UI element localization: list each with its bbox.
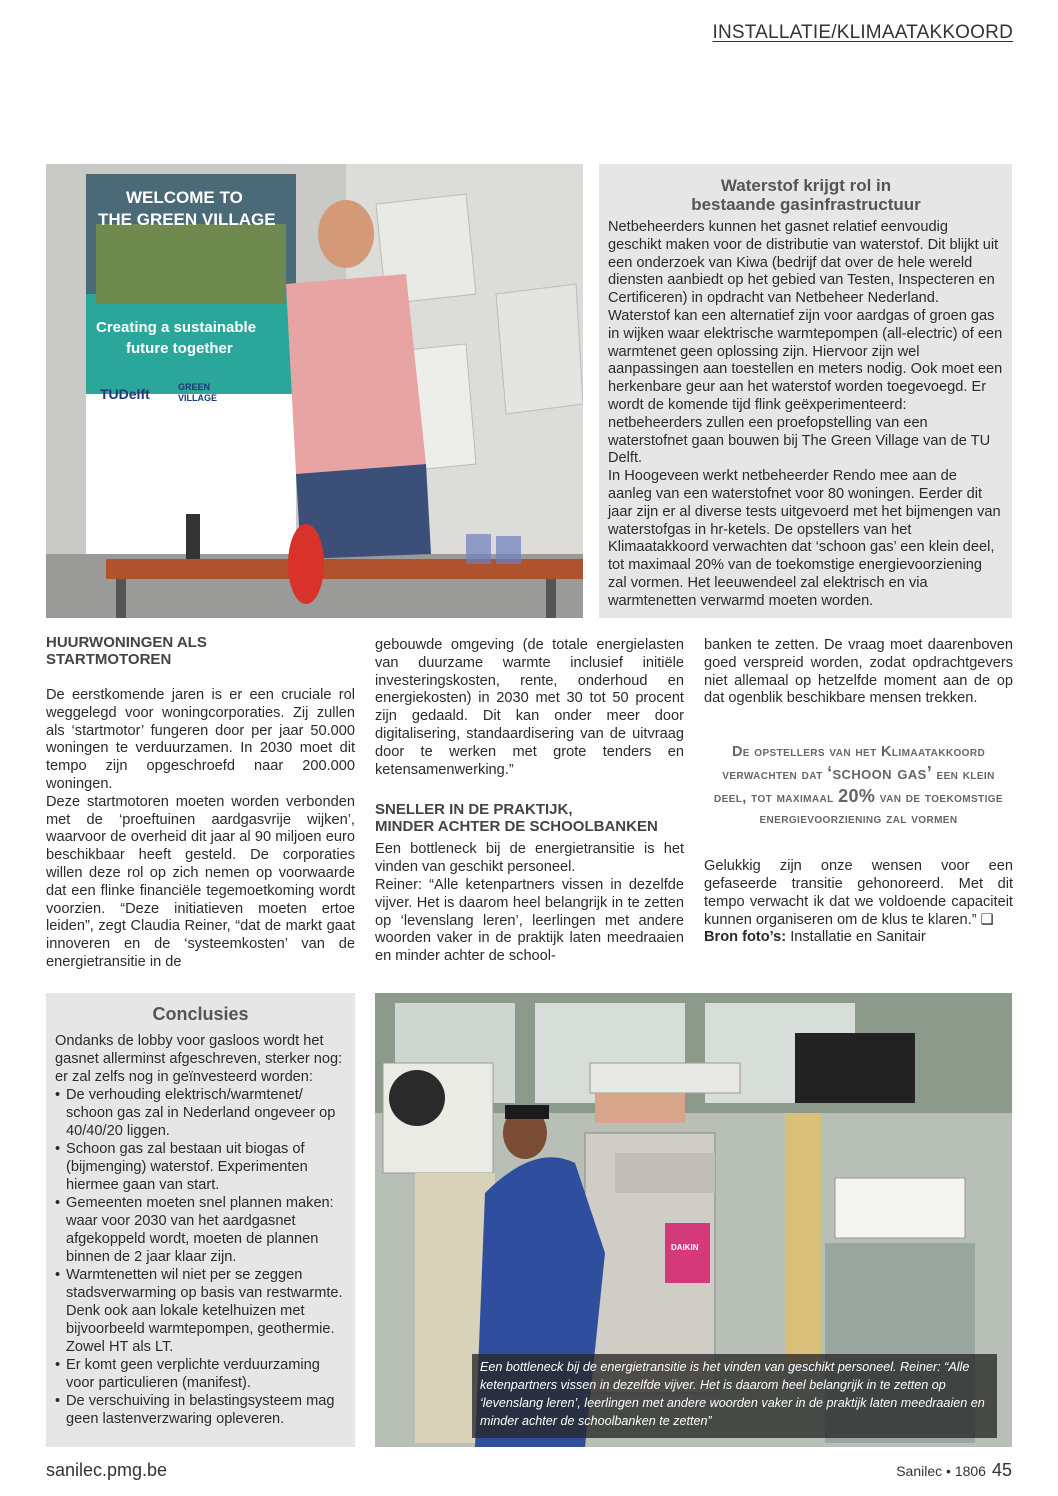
- end-mark: ❑: [980, 911, 994, 928]
- pull-quote-part: 20%: [838, 786, 876, 807]
- conclusions-intro: Ondanks de lobby voor gasloos wordt het gasnet allerminst afgeschreven, sterker nog: er zal zelfs nog in geïnvesteerd worden:: [55, 1033, 343, 1085]
- body-paragraph: gebouwde omgeving (de totale energielasten van duurzame warmte inclusief initiële investeringskosten, rente, onderhoud en energiekosten) in 2030 met 30 tot 50 procent zijn gedaald. Dit kan onder meer door digitalisering, standaardisering van de uitvraag door te werken met grote tenders en ketensamenwerking.”: [375, 637, 684, 778]
- heading-huurwoningen-2: STARTMOTOREN: [46, 651, 172, 668]
- unit-brand-label: DAIKIN: [671, 1243, 699, 1252]
- heading-huurwoningen-1: HUURWONINGEN ALS: [46, 634, 207, 651]
- pull-quote-part: ‘schoon gas’: [827, 763, 933, 784]
- sidebar-title-line1: Waterstof krijgt rol in: [720, 176, 892, 195]
- body-paragraph: Gelukkig zijn onze wensen voor een gefaseerde transitie gehonoreerd. Met dit tempo verwacht ik dat we voldoende capaciteit kunnen organiseren om de klus te klaren.”: [704, 858, 1013, 928]
- list-item: • Warmtenetten wil niet per se zeggen stadsverwarming op basis van restwarmte. Denk ook aan lokale ketelhuizen met bijvoorbeeld warmtepompen, geothermie. Zowel HT als LT.: [55, 1266, 346, 1356]
- list-item: • Gemeenten moeten snel plannen maken: waar voor 2030 van het aardgasnet afgekoppeld wordt, moeten de plannen binnen de 2 jaar klaar zijn.: [55, 1194, 346, 1266]
- conclusions-title: Conclusies: [152, 1004, 249, 1024]
- pull-quote-part: De opstellers van het Klimaatakkoord verwachten dat: [722, 744, 986, 784]
- list-item: • De verschuiving in belastingsysteem mag geen lastenverzwaring opleveren.: [55, 1392, 346, 1428]
- conclusions-box: [46, 993, 355, 1447]
- logo-greenvillage-1: GREEN: [178, 382, 211, 392]
- footer-magazine: Sanilec • 1806: [896, 1463, 986, 1479]
- pull-quote: [708, 742, 1009, 830]
- banner-line2: THE GREEN VILLAGE: [98, 210, 276, 229]
- photo-demonstration: [46, 164, 583, 618]
- body-paragraph: De eerstkomende jaren is er een cruciale rol weggelegd voor woningcorporaties. Zij zullen als ‘startmotor’ fungeren door per jaar 50.000 woningen te verduurzamen. In 2030 moet dit tempo zijn opgeschroefd naar 200.000 woningen.: [46, 687, 355, 792]
- banner-slogan1: Creating a sustainable: [96, 319, 257, 336]
- logo-tudelft: TUDelft: [100, 386, 150, 402]
- sidebar-paragraph: In Hoogeveen werkt netbeheerder Rendo mee aan de aanleg van een waterstofnet voor 80 woningen. Eerder dit jaar zijn er al diverse tests uitgevoerd met het bijmengen van waterstofgas in hr-ketels. De opstellers van het Klimaatakkoord verwachten dat ‘schoon gas’ een klein deel, tot maximaal 20% van de toekomstige energievoorziening zal vormen. Het leeuwendeel zal elektrisch en via warmtenetten verwarmd moeten worden.: [608, 468, 1001, 609]
- sidebar-paragraph: Netbeheerders kunnen het gasnet relatief eenvoudig geschikt maken voor de distributie van waterstof. Dit blijkt uit een onderzoek van Kiwa (bedrijf dat over de hele wereld diensten aanbiedt op het gebied van Testen, Inspecteren en Certificeren) in opdracht van Netbeheer Nederland. Waterstof kan een alternatief zijn voor aardgas of groen gas in wijken waar elektrische warmtepompen (all-electric) of een warmtenet geen oplossing zijn. Hiervoor zijn wel aanpassingen aan toestellen en meters nodig. Ook moet een herkenbare geur aan het waterstof worden toegevoegd. Er wordt de komende tijd flink geëxperimenteerd: netbeheerders zullen een proefopstelling van een waterstofnet gaan bouwen bij The Green Village van de TU Delft.: [608, 219, 1003, 467]
- banner-line1: WELCOME TO: [126, 188, 243, 207]
- list-item: • Schoon gas zal bestaan uit biogas of (bijmenging) waterstof. Experimenten hiermee gaan van start.: [55, 1140, 346, 1194]
- section-tag: INSTALLATIE/KLIMAATAKKOORD: [712, 22, 1013, 43]
- footer-page-number: 45: [991, 1460, 1012, 1480]
- footer-website[interactable]: sanilec.pmg.be: [46, 1460, 168, 1480]
- pull-quote-part: een klein deel, tot maximaal: [714, 767, 995, 807]
- body-paragraph: Reiner: “Alle ketenpartners vissen in dezelfde vijver. Het is daarom heel belangrijk in te zetten op ‘levenslang leren’, leerlingen met andere woorden vaker in de praktijk laten meedraaien en minder achter de school-: [375, 876, 684, 965]
- footer-page-info: [896, 1460, 1012, 1481]
- sidebar-waterstof: [599, 164, 1012, 618]
- body-paragraph: Deze startmotoren moeten worden verbonden met de ‘proeftuinen aardgasvrije wijken’, waarvoor de overheid dit jaar al 90 miljoen euro beschikbaar heeft gesteld. De corporaties willen deze rol op zich nemen op voorwaarde dat een flinke financiële tegemoetkoming wordt voorzien. “Deze initiatieven moeten ertoe leiden”, zegt Claudia Reiner, “dat de markt gaat innoveren en de ‘systeemkosten’ van de energietransitie in de: [46, 793, 355, 970]
- banner-slogan2: future together: [126, 340, 233, 357]
- column-3: [704, 637, 1013, 947]
- heading-sneller-1: SNELLER IN DE PRAKTIJK,: [375, 801, 573, 819]
- column-1: [46, 634, 355, 972]
- body-paragraph: banken te zetten. De vraag moet daarenboven goed verspreid worden, zodat opdrachtgevers niet allemaal op hetzelfde moment aan de op dat ogenblik beschikbare mensen trekken.: [704, 637, 1013, 707]
- pull-quote-part: van de toekomstige energievoorziening zal vormen: [759, 790, 1003, 828]
- list-item: • De verhouding elektrisch/warmtenet/ schoon gas zal in Nederland ongeveer op 40/40/20 liggen.: [55, 1086, 346, 1140]
- list-item: • Er komt geen verplichte verduurzaming voor particulieren (manifest).: [55, 1356, 346, 1392]
- photo-credit-value: Installatie en Sanitair: [790, 929, 926, 946]
- sidebar-title-line2: bestaande gasinfrastructuur: [691, 195, 921, 214]
- body-paragraph: Een bottleneck bij de energietransitie is het vinden van geschikt personeel.: [375, 841, 684, 876]
- photo-training: [375, 993, 1012, 1447]
- photo-caption: Een bottleneck bij de energietransitie is het vinden van geschikt personeel. Reiner: “Alle ketenpartners vissen in dezelfde vijver. Het is daarom heel belangrijk in te zetten op ‘levenslang leren’, leerlingen met andere woorden vaker in de praktijk laten meedraaien en minder achter de schoolbanken te zetten”: [472, 1354, 997, 1438]
- column-2: [375, 637, 684, 966]
- photo-credit-label: Bron foto’s:: [704, 929, 787, 946]
- logo-greenvillage-2: VILLAGE: [178, 393, 218, 403]
- heading-sneller-2: MINDER ACHTER DE SCHOOLBANKEN: [375, 818, 658, 836]
- conclusions-list: [55, 1086, 346, 1428]
